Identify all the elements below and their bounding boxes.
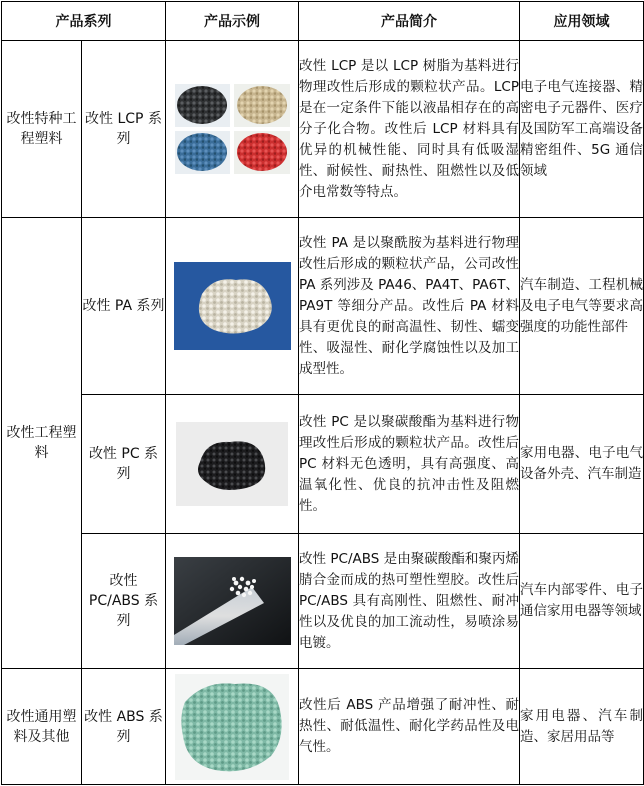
header-product-intro: 产品简介 <box>299 2 520 41</box>
abs-application: 家用电器、汽车制造、家居用品等 <box>520 669 644 785</box>
header-product-series: 产品系列 <box>2 2 166 41</box>
pa-application: 汽车制造、工程机械及电子电气等要求高强度的功能性部件 <box>520 218 644 395</box>
product-table <box>1 1 644 785</box>
lcp-pellets-four-colors-image <box>166 41 299 218</box>
table-row <box>2 218 644 395</box>
series-lcp: 改性 LCP 系列 <box>82 41 166 218</box>
category-general: 改性通用塑料及其他 <box>2 669 82 785</box>
table-row <box>2 41 644 218</box>
table-row <box>2 669 644 785</box>
lcp-description: 改性 LCP 是以 LCP 树脂为基料进行物理改性后形成的颗粒状产品。LCP 是在一定条件下能以液晶相存在的高分子化合物。改性后 LCP 材料具有优异的机械性能、同时具有低吸湿性、耐候性、耐热性、阻燃性以及低介电常数等特点。 <box>299 41 520 218</box>
pc-abs-white-pellets-image <box>166 534 299 669</box>
header-product-example: 产品示例 <box>166 2 299 41</box>
pc-description: 改性 PC 是以聚碳酸酯为基料进行物理改性后形成的颗粒状产品。改性后 PC 材料无色透明，具有高强度、高温氧化性、优良的抗冲击性及阻燃性。 <box>299 395 520 534</box>
series-pa: 改性 PA 系列 <box>82 218 166 395</box>
pc-application: 家用电器、电子电气设备外壳、汽车制造 <box>520 395 644 534</box>
series-pc-abs: 改性 PC/ABS 系列 <box>82 534 166 669</box>
abs-green-pellets-image <box>166 669 299 785</box>
lcp-application: 电子电气连接器、精密电子元器件、医疗及国防军工高端设备精密组件、5G 通信领域 <box>520 41 644 218</box>
pc-abs-description: 改性 PC/ABS 是由聚碳酸酯和聚丙烯腈合金而成的热可塑性塑胶。改性后 PC/ABS 具有高刚性、阻燃性、耐冲性以及优良的加工流动性，易喷涂易电镀。 <box>299 534 520 669</box>
category-engineering: 改性工程塑料 <box>2 218 82 669</box>
table-row <box>2 534 644 669</box>
pc-black-pellets-image <box>166 395 299 534</box>
series-abs: 改性 ABS 系列 <box>82 669 166 785</box>
series-pc: 改性 PC 系列 <box>82 395 166 534</box>
pa-description: 改性 PA 是以聚酰胺为基料进行物理改性后形成的颗粒状产品，公司改性 PA 系列涉及 PA46、PA4T、PA6T、PA9T 等细分产品。改性后 PA 材料具有更优良的耐高温性、韧性、蠕变性、吸湿性、耐化学腐蚀性以及加工成型性。 <box>299 218 520 395</box>
abs-description: 改性后 ABS 产品增强了耐冲性、耐热性、耐低温性、耐化学药品性及电气性。 <box>299 669 520 785</box>
table-row <box>2 395 644 534</box>
pa-white-pellets-on-blue-image <box>166 218 299 395</box>
pc-abs-application: 汽车内部零件、电子通信家用电器等领域 <box>520 534 644 669</box>
header-row <box>2 2 644 41</box>
category-special-engineering: 改性特种工程塑料 <box>2 41 82 218</box>
header-application: 应用领域 <box>520 2 644 41</box>
